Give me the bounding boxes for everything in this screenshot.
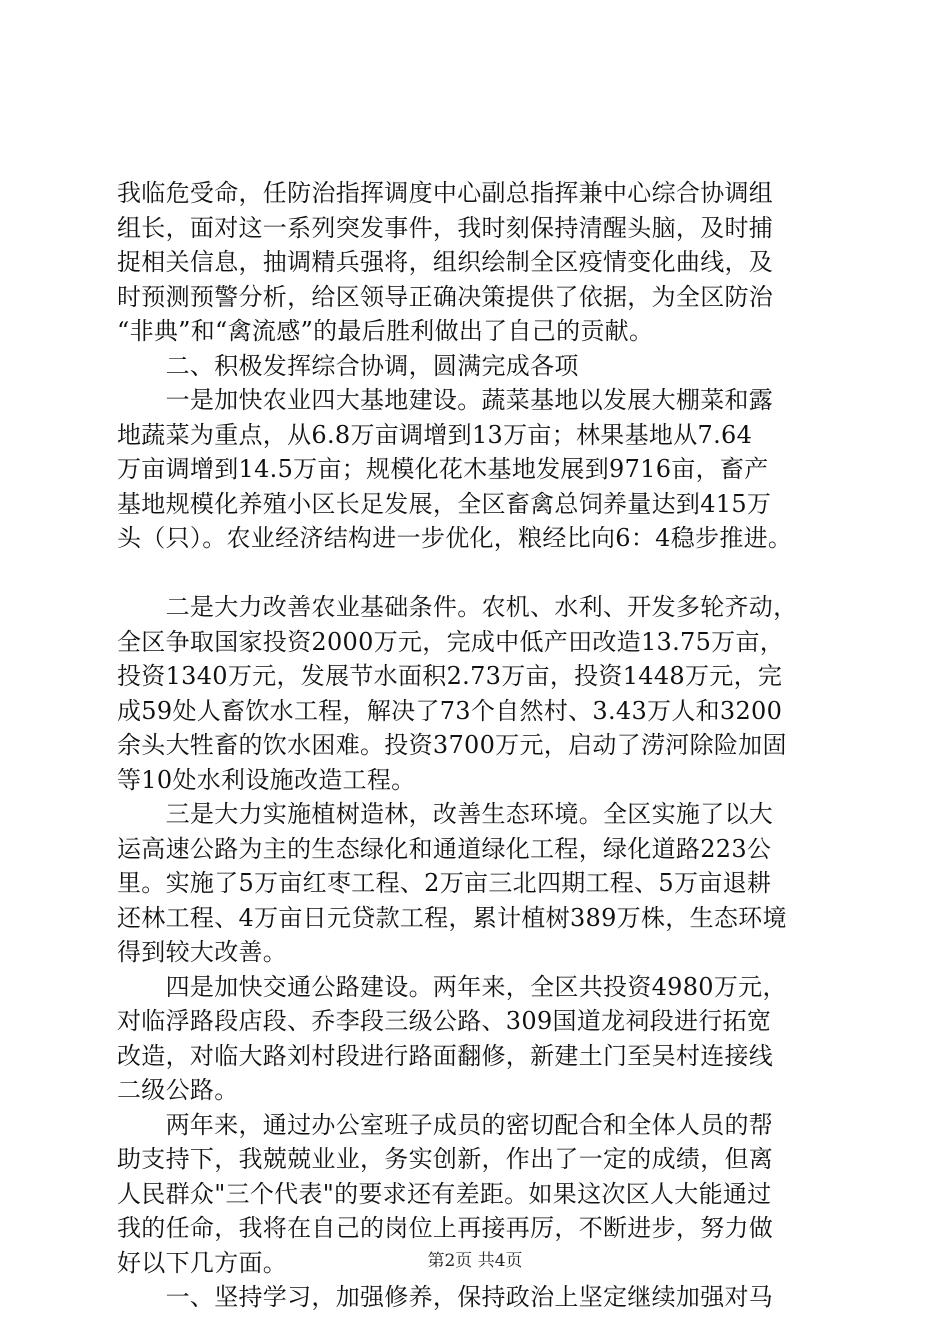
text-line: 时预测预警分析，给区领导正确决策提供了依据，为全区防治 bbox=[117, 282, 774, 311]
text-line: 我临危受命，任防治指挥调度中心副总指挥兼中心综合协调组 bbox=[117, 179, 774, 207]
text-line: 基地规模化养殖小区长足发展，全区畜禽总饲养量达到415万 bbox=[117, 489, 772, 518]
text-line: 余头大牲畜的饮水困难。投资3700万元，启动了涝河除险加固 bbox=[117, 731, 787, 759]
text-line: 等10处水利设施改造工程。 bbox=[117, 765, 416, 794]
text-line: 一是加快农业四大基地建设。蔬菜基地以发展大棚菜和露 bbox=[117, 386, 774, 414]
text-line: 地蔬菜为重点，从6.8万亩调增到13万亩；林果基地从7.64 bbox=[117, 420, 753, 449]
text-line: 对临浮路段店段、乔李段三级公路、309国道龙祠段进行拓宽 bbox=[117, 1007, 772, 1035]
section-heading: 一、坚持学习，加强修养，保持政治上坚定继续加强对马 bbox=[117, 1283, 774, 1311]
page-number-footer: 第2页 共4页 bbox=[427, 1251, 523, 1271]
text-line: 助支持下，我兢兢业业，务实创新，作出了一定的成绩，但离 bbox=[117, 1145, 774, 1173]
text-line: 万亩调增到14.5万亩；规模化花木基地发展到9716亩，畜产 bbox=[117, 455, 769, 483]
text-line: 里。实施了5万亩红枣工程、2万亩三北四期工程、5万亩退耕 bbox=[117, 869, 772, 897]
text-line: 两年来，通过办公室班子成员的密切配合和全体人员的帮 bbox=[117, 1110, 774, 1139]
text-line: 捉相关信息，抽调精兵强将，组织绘制全区疫情变化曲线，及 bbox=[117, 248, 774, 276]
text-line: 得到较大改善。 bbox=[117, 938, 288, 966]
section-heading: 二、积极发挥综合协调，圆满完成各项 bbox=[117, 351, 579, 380]
text-line: 改造，对临大路刘村段进行路面翻修，新建土门至吴村连接线 bbox=[117, 1041, 774, 1070]
text-line: 头（只）。农业经济结构进一步优化，粮经比向6：4稳步推进。 bbox=[117, 524, 793, 552]
text-line: 二级公路。 bbox=[117, 1076, 239, 1104]
text-line: 三是大力实施植树造林，改善生态环境。全区实施了以大 bbox=[117, 800, 774, 828]
text-line: 二是大力改善农业基础条件。农机、水利、开发多轮齐动， bbox=[117, 593, 798, 621]
text-line: 全区争取国家投资2000万元，完成中低产田改造13.75万亩， bbox=[117, 627, 785, 656]
text-line: “非典”和“禽流感”的最后胜利做出了自己的贡献。 bbox=[117, 317, 654, 345]
blank-line bbox=[117, 556, 837, 591]
text-line: 组长，面对这一系列突发事件，我时刻保持清醒头脑，及时捕 bbox=[117, 213, 774, 242]
text-line: 四是加快交通公路建设。两年来，全区共投资4980万元， bbox=[117, 972, 787, 1001]
text-line: 我的任命，我将在自己的岗位上再接再厉，不断进步，努力做 bbox=[117, 1214, 774, 1242]
text-line: 好以下几方面。 bbox=[117, 1248, 288, 1277]
text-line: 还林工程、4万亩日元贷款工程，累计植树389万株，生态环境 bbox=[117, 903, 787, 932]
text-line: 投资1340万元，发展节水面积2.73万亩，投资1448万元，完 bbox=[117, 662, 783, 690]
text-line: 人民群众"三个代表"的要求还有差距。如果这次区人大能通过 bbox=[117, 1179, 772, 1208]
text-line: 成59处人畜饮水工程，解决了73个自然村、3.43万人和3200 bbox=[117, 696, 783, 725]
document-body bbox=[117, 176, 837, 1315]
text-line: 运高速公路为主的生态绿化和通道绿化工程，绿化道路223公 bbox=[117, 834, 772, 863]
